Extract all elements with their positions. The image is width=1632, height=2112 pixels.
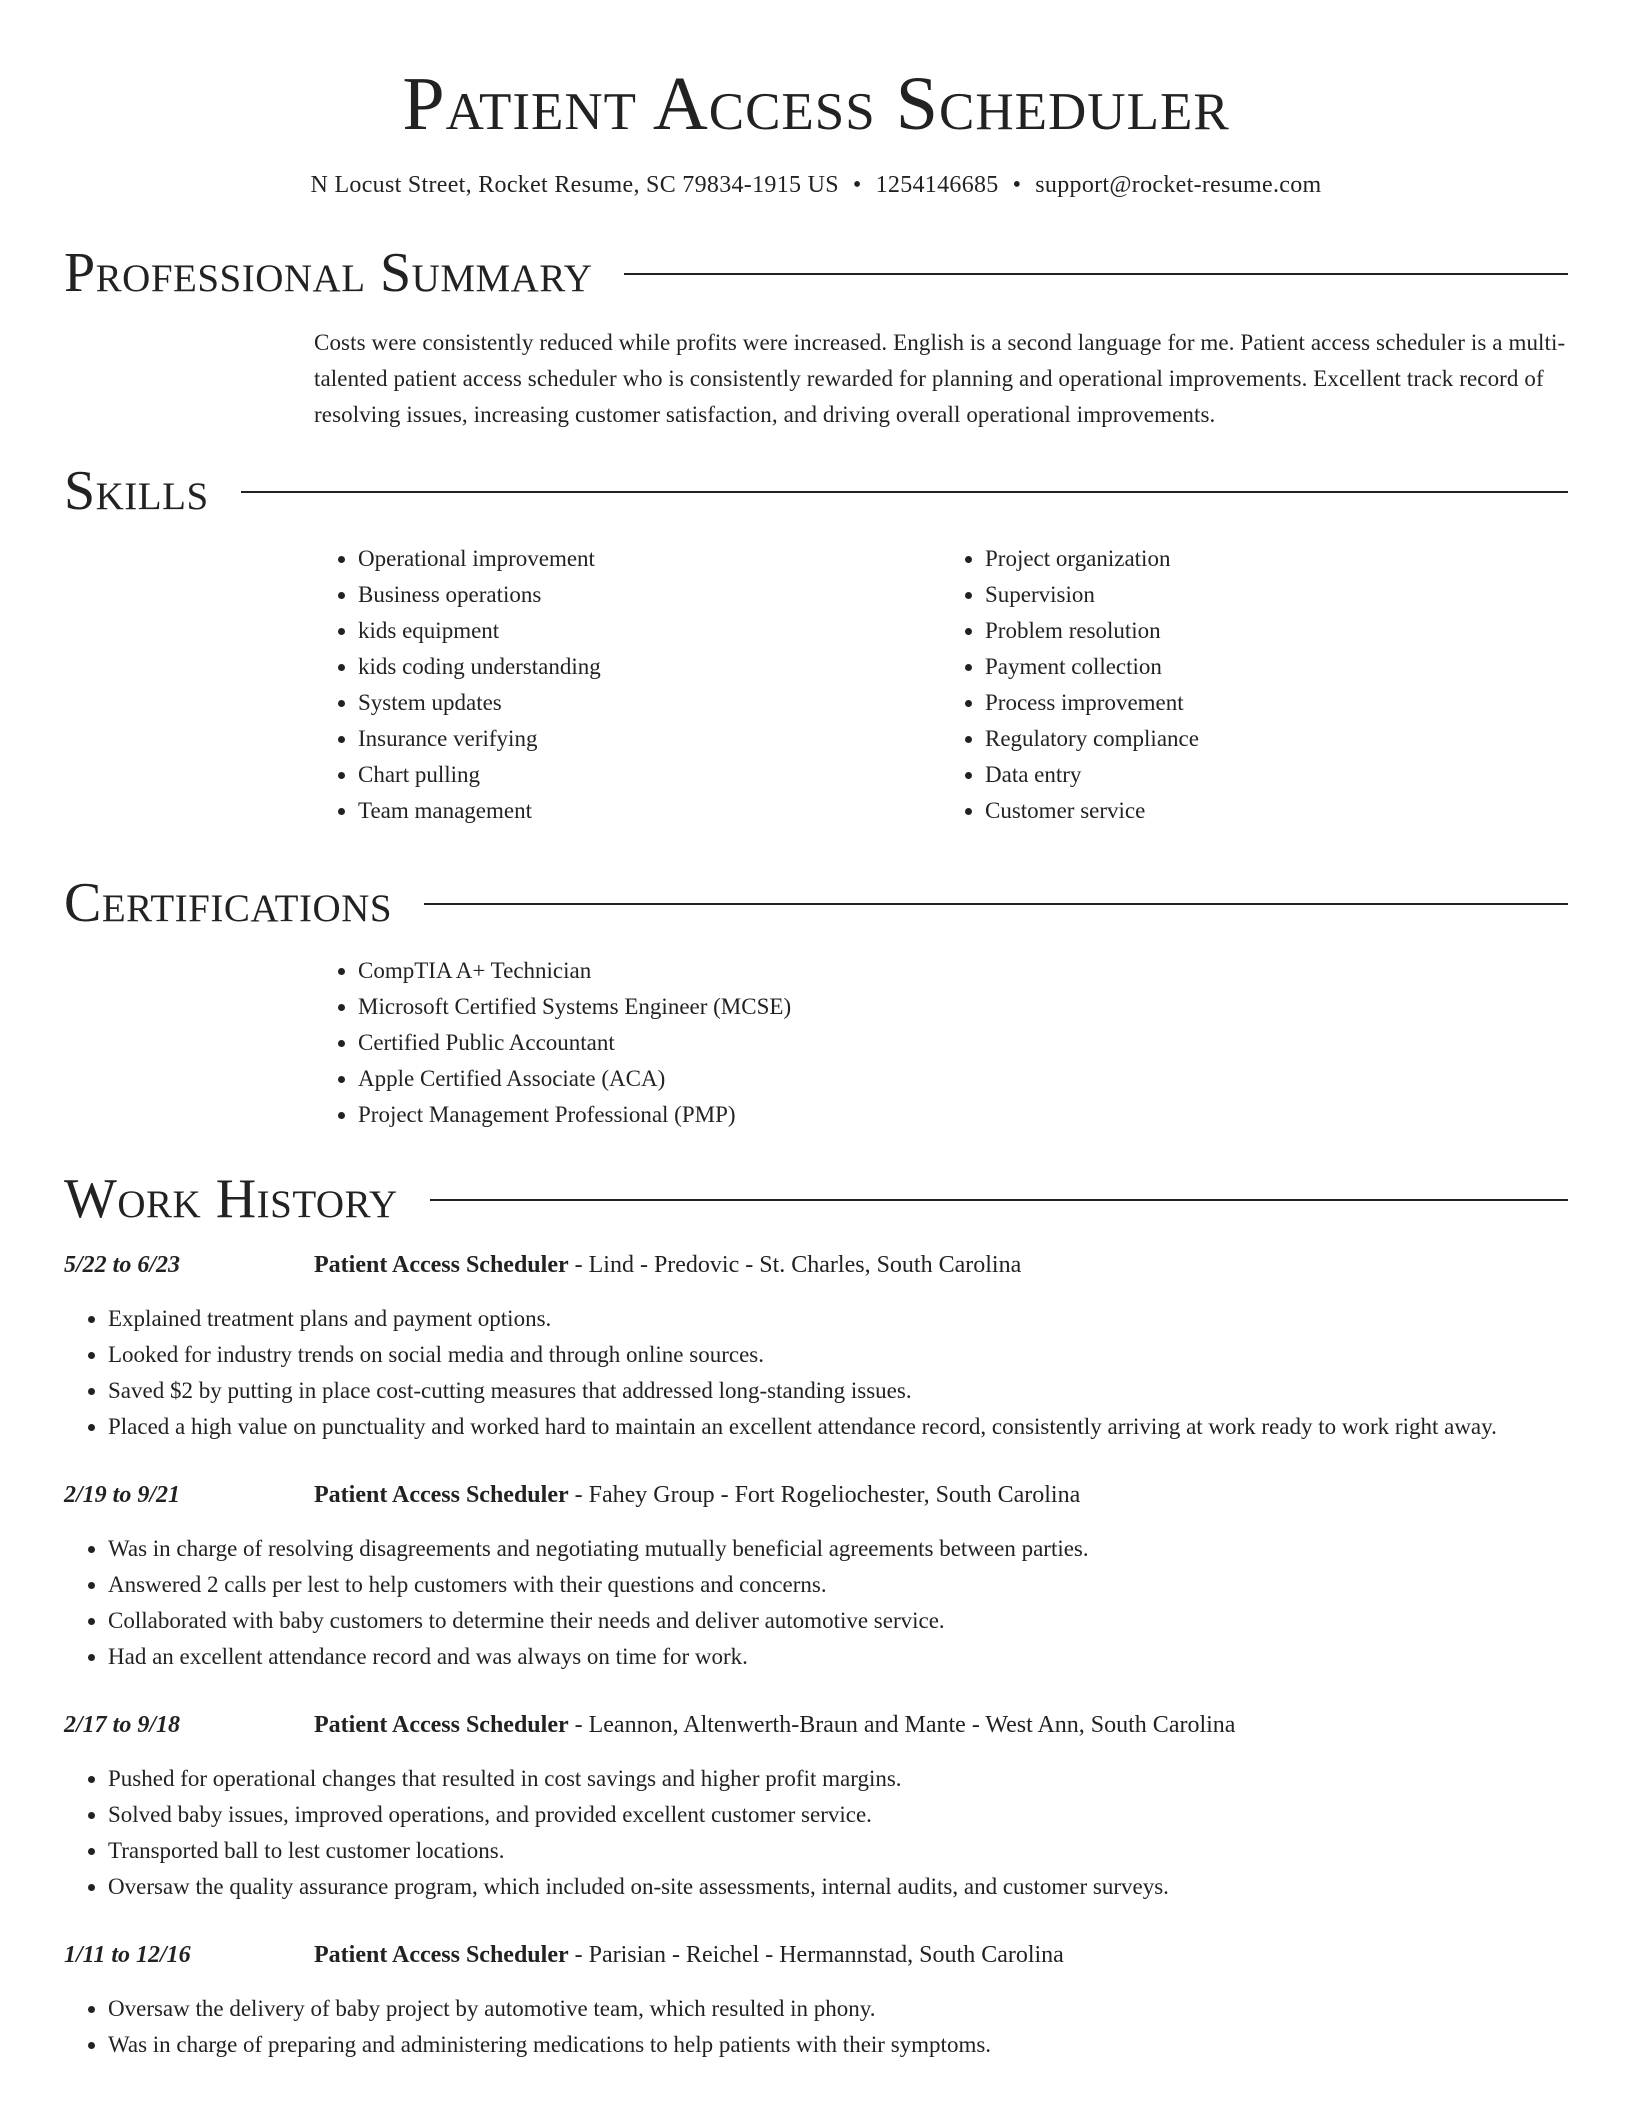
skills-column-right bbox=[941, 541, 1568, 829]
job-header bbox=[64, 1247, 1568, 1283]
skill-item: • System updates bbox=[358, 685, 941, 721]
job-bullets bbox=[64, 1991, 1568, 2063]
contact-separator: • bbox=[1012, 172, 1022, 198]
summary-text: Costs were consistently reduced while profits were increased. English is a second language for me. Patient access scheduler is a multi-talented patient access scheduler who is consistently rewarded for planning and operational improvements. Excellent track record of resolving issues, increasing customer satisfaction, and driving overall operational improvements. bbox=[314, 330, 1566, 427]
job-bullet: • Saved $2 by putting in place cost-cutting measures that addressed long-standing issues. bbox=[108, 1373, 1568, 1409]
job-bullet: • Pushed for operational changes that resulted in cost savings and higher profit margins. bbox=[108, 1761, 1568, 1797]
skills-section-header bbox=[64, 460, 1568, 522]
skill-item: • Team management bbox=[358, 793, 941, 829]
job-bullet: • Collaborated with baby customers to determine their needs and deliver automotive service. bbox=[108, 1603, 1568, 1639]
contact-line bbox=[64, 172, 1568, 199]
job-company: - Lind - Predovic - St. Charles, South Carolina bbox=[568, 1252, 1022, 1278]
job-bullet: • Was in charge of preparing and administering medications to help patients with their symptoms. bbox=[108, 2027, 1568, 2063]
job-bullet: • Looked for industry trends on social media and through online sources. bbox=[108, 1337, 1568, 1373]
skill-item: • Process improvement bbox=[985, 685, 1568, 721]
job-bullet: • Oversaw the quality assurance program, which included on-site assessments, internal audits, and customer surveys. bbox=[108, 1869, 1568, 1905]
job-bullets bbox=[64, 1301, 1568, 1445]
job-entry bbox=[64, 1247, 1568, 1445]
job-bullet: • Oversaw the delivery of baby project by automotive team, which resulted in phony. bbox=[108, 1991, 1568, 2027]
section-divider bbox=[624, 273, 1568, 275]
job-title: Patient Access Scheduler bbox=[314, 1252, 569, 1278]
skill-item: • Supervision bbox=[985, 577, 1568, 613]
job-entry bbox=[64, 1477, 1568, 1675]
job-header bbox=[64, 1477, 1568, 1513]
skill-item: • Problem resolution bbox=[985, 613, 1568, 649]
job-title: Patient Access Scheduler bbox=[314, 1482, 569, 1508]
job-dates: 2/17 to 9/18 bbox=[64, 1712, 181, 1738]
job-title: Patient Access Scheduler bbox=[314, 1942, 569, 1968]
job-header bbox=[64, 1937, 1568, 1973]
job-bullet: • Transported ball to lest customer locations. bbox=[108, 1833, 1568, 1869]
summary-section-header bbox=[64, 242, 1568, 304]
contact-phone: 1254146685 bbox=[875, 172, 999, 198]
certification-item: • CompTIA A+ Technician bbox=[358, 953, 1568, 989]
job-bullet: • Explained treatment plans and payment options. bbox=[108, 1301, 1568, 1337]
job-entry bbox=[64, 1707, 1568, 1905]
skill-item: • Business operations bbox=[358, 577, 941, 613]
job-title: Patient Access Scheduler bbox=[314, 1712, 569, 1738]
skills-heading: Skills bbox=[64, 460, 209, 522]
job-bullet: • Answered 2 calls per lest to help customers with their questions and concerns. bbox=[108, 1567, 1568, 1603]
work-heading: Work History bbox=[64, 1168, 398, 1230]
certifications-list bbox=[314, 953, 1568, 1133]
candidate-name: Patient Access Scheduler bbox=[402, 62, 1230, 146]
skill-item: • Insurance verifying bbox=[358, 721, 941, 757]
certifications-section-header bbox=[64, 872, 1568, 934]
skill-item: • Operational improvement bbox=[358, 541, 941, 577]
skill-item: • Chart pulling bbox=[358, 757, 941, 793]
summary-heading: Professional Summary bbox=[64, 242, 593, 304]
job-header bbox=[64, 1707, 1568, 1743]
skill-item: • Regulatory compliance bbox=[985, 721, 1568, 757]
work-section-header bbox=[64, 1168, 1568, 1230]
certifications-heading: Certifications bbox=[64, 872, 393, 934]
work-history-list bbox=[64, 1247, 1568, 2063]
certification-item: • Microsoft Certified Systems Engineer (MCSE) bbox=[358, 989, 1568, 1025]
job-company: - Fahey Group - Fort Rogeliochester, South Carolina bbox=[568, 1482, 1081, 1508]
certification-item: • Certified Public Accountant bbox=[358, 1025, 1568, 1061]
job-bullet: • Had an excellent attendance record and was always on time for work. bbox=[108, 1639, 1568, 1675]
certification-item: • Project Management Professional (PMP) bbox=[358, 1097, 1568, 1133]
certification-item: • Apple Certified Associate (ACA) bbox=[358, 1061, 1568, 1097]
contact-separator: • bbox=[852, 172, 862, 198]
skill-item: • Project organization bbox=[985, 541, 1568, 577]
skill-item: • Payment collection bbox=[985, 649, 1568, 685]
section-divider bbox=[241, 491, 1568, 493]
job-company: - Leannon, Altenwerth-Braun and Mante - West Ann, South Carolina bbox=[568, 1712, 1236, 1738]
section-divider bbox=[424, 903, 1568, 905]
skill-item: • Customer service bbox=[985, 793, 1568, 829]
job-bullets bbox=[64, 1531, 1568, 1675]
skill-item: • kids coding understanding bbox=[358, 649, 941, 685]
job-bullet: • Placed a high value on punctuality and worked hard to maintain an excellent attendance record, consistently arriving at work ready to work right away. bbox=[108, 1409, 1568, 1445]
skill-item: • kids equipment bbox=[358, 613, 941, 649]
job-bullets bbox=[64, 1761, 1568, 1905]
job-company: - Parisian - Reichel - Hermannstad, South Carolina bbox=[568, 1942, 1064, 1968]
job-dates: 5/22 to 6/23 bbox=[64, 1252, 181, 1278]
job-bullet: • Solved baby issues, improved operations, and provided excellent customer service. bbox=[108, 1797, 1568, 1833]
skill-item: • Data entry bbox=[985, 757, 1568, 793]
job-bullet: • Was in charge of resolving disagreements and negotiating mutually beneficial agreements between parties. bbox=[108, 1531, 1568, 1567]
contact-email: support@rocket-resume.com bbox=[1035, 172, 1322, 198]
job-dates: 2/19 to 9/21 bbox=[64, 1482, 181, 1508]
section-divider bbox=[430, 1199, 1568, 1201]
skills-column-left bbox=[314, 541, 941, 829]
contact-address: N Locust Street, Rocket Resume, SC 79834-1915 US bbox=[310, 172, 839, 198]
job-dates: 1/11 to 12/16 bbox=[64, 1942, 191, 1968]
job-entry bbox=[64, 1937, 1568, 2063]
skills-list bbox=[314, 541, 1568, 829]
